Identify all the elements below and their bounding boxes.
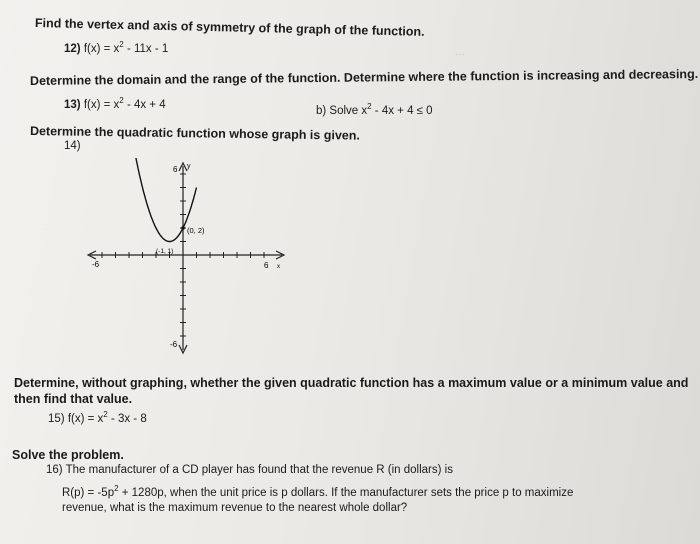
- q16-expr-b: + 1280p, when the unit price is p dollars. If the manufacturer sets the price p to maximize: [118, 486, 574, 499]
- vertex-label: (-1, 1): [156, 248, 174, 255]
- qb-exponent: 2: [367, 102, 372, 111]
- q13-line: [64, 96, 166, 111]
- x-axis-label: x: [277, 264, 280, 270]
- qb-expr-b: - 4x + 4 ≤ 0: [371, 104, 433, 117]
- point-label: (0, 2): [187, 226, 205, 235]
- qb-line: [316, 102, 433, 117]
- parabola-graph: [86, 158, 286, 358]
- x-tick-label-right: 6: [264, 261, 269, 270]
- section2-heading: Determine the domain and the range of the function. Determine where the function is increasing and decreasing.: [29, 67, 699, 88]
- section1-heading: Find the vertex and axis of symmetry of the graph of the function.: [34, 16, 425, 39]
- point-0-2: [181, 226, 185, 230]
- q12-exponent: 2: [119, 40, 124, 49]
- q12-expr-a: f(x) = x: [83, 42, 120, 55]
- section3-heading: Determine the quadratic function whose graph is given.: [29, 124, 360, 143]
- x-tick-label-left: -6: [92, 260, 100, 269]
- q16-exponent: 2: [114, 484, 119, 493]
- q16-line3: revenue, what is the maximum revenue to the nearest whole dollar?: [62, 502, 408, 514]
- q12-expr-b: - 11x - 1: [123, 42, 169, 55]
- q12-line: [64, 40, 168, 55]
- y-axis-label: y: [187, 163, 191, 170]
- q16-line1: 16) The manufacturer of a CD player has found that the revenue R (in dollars) is: [46, 464, 453, 476]
- q13-expr-b: - 4x + 4: [123, 98, 166, 111]
- qb-label: b) Solve: [316, 104, 359, 117]
- q15-exponent: 2: [103, 410, 108, 419]
- q16-line2: [62, 484, 573, 499]
- q13-exponent: 2: [119, 96, 124, 105]
- q15-line: [48, 410, 147, 425]
- q15-expr-a: f(x) = x: [67, 412, 104, 425]
- qb-expr-a: x: [361, 104, 368, 117]
- q13-label: 13): [64, 98, 81, 111]
- y-tick-label-bottom: -6: [170, 340, 178, 349]
- q13-expr-a: f(x) = x: [83, 98, 120, 111]
- y-axis: [179, 163, 187, 353]
- y-tick-label-top: 6: [173, 165, 178, 174]
- q15-label: 15): [48, 412, 65, 425]
- x-axis: [88, 251, 284, 259]
- section4-heading-line1: Determine, without graphing, whether the given quadratic function has a maximum value or a minimum value and: [14, 376, 689, 390]
- q15-expr-b: - 3x - 8: [107, 412, 147, 425]
- section4-heading-line2: then find that value.: [14, 392, 133, 406]
- q14-label: 14): [64, 140, 81, 152]
- bleed-through-text: ...: [454, 43, 466, 59]
- q16-expr-a: R(p) = -5p: [62, 486, 115, 499]
- q12-label: 12): [64, 42, 81, 55]
- section5-heading: Solve the problem.: [12, 448, 124, 462]
